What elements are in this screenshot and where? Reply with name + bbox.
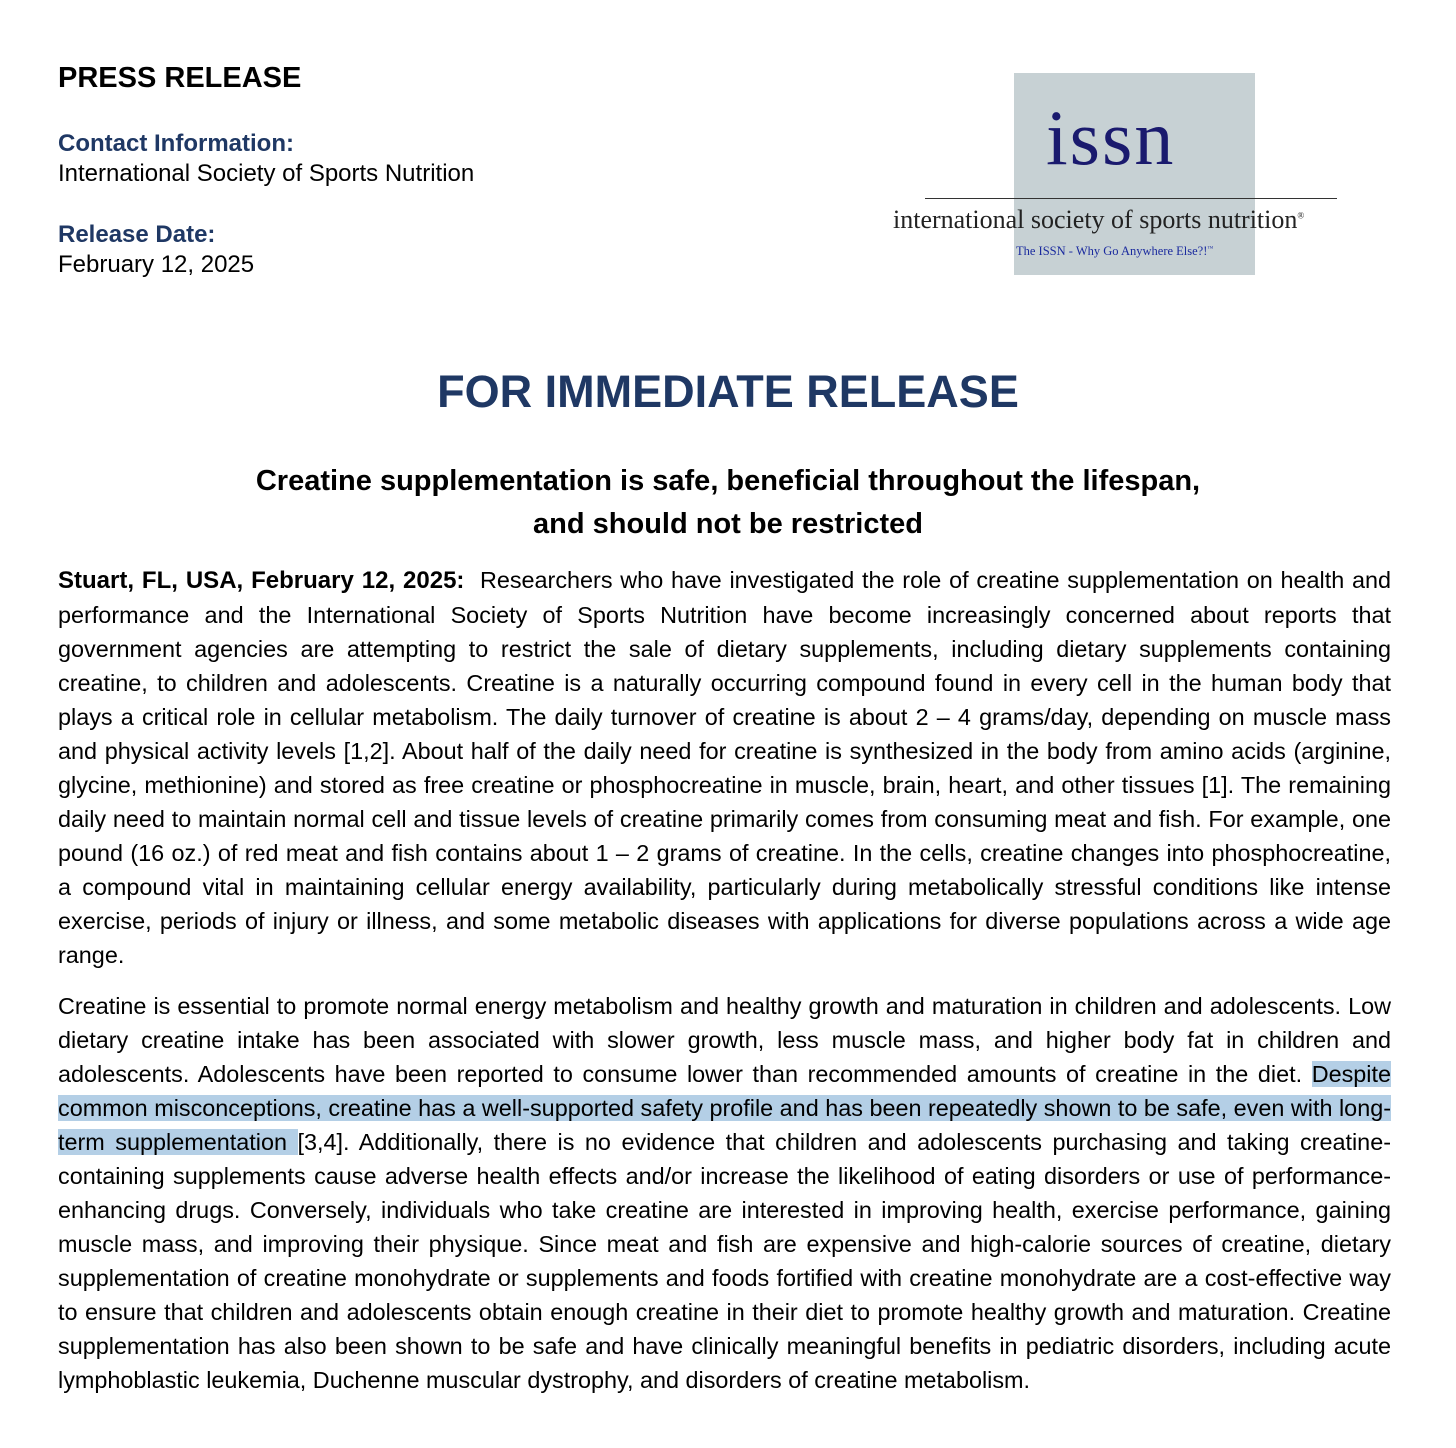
logo-name-text: international society of sports nutrition (893, 205, 1298, 234)
dateline: Stuart, FL, USA, February 12, 2025: (58, 567, 465, 594)
subheadline-line-2: and should not be restricted (533, 508, 923, 540)
highlighted-text[interactable]: Despite common misconceptions, creatine has a well-supported safety profile and has been repeatedly shown to be safe, even with long-term supplementation (58, 1061, 1391, 1155)
logo-organization-name (893, 205, 1304, 235)
registered-mark: ® (1297, 210, 1305, 221)
headline: FOR IMMEDIATE RELEASE (437, 366, 1019, 417)
contact-info-label: Contact Information: (58, 130, 294, 157)
paragraph-1-text: Researchers who have investigated the role of creatine supplementation on health and performance and the International Society of Sports Nutrition have become increasingly concerned about reports that government agencies are attempting to restrict the sale of dietary supplements, including dietary supplements containing creatine, to children and adolescents. Creatine is a naturally occurring compound found in every cell in the human body that plays a critical role in cellular metabolism. The daily turnover of creatine is about 2 – 4 grams/day, depending on muscle mass and physical activity levels [1,2]. About half of the daily need for creatine is synthesized in the body from amino acids (arginine, glycine, methionine) and stored as free creatine or phosphocreatine in muscle, brain, heart, and other tissues [1]. The remaining daily need to maintain normal cell and tissue levels of creatine primarily comes from consuming meat and fish. For example, one pound (16 oz.) of red meat and fish contains about 1 – 2 grams of creatine. In the cells, creatine changes into phosphocreatine, a compound vital in maintaining cellular energy availability, particularly during metabolically stressful conditions like intense exercise, periods of injury or illness, and some metabolic diseases with applications for diverse populations across a wide age range. (58, 567, 1391, 968)
logo-wordmark: issn (1046, 94, 1176, 181)
release-date-value: February 12, 2025 (58, 251, 255, 278)
contact-info-value: International Society of Sports Nutrition (58, 160, 475, 187)
release-date-label: Release Date: (58, 221, 216, 248)
body-paragraph-1 (58, 563, 1391, 972)
subheadline-line-1: Creatine supplementation is safe, beneficial throughout the lifespan, (255, 465, 1201, 497)
press-release-heading: PRESS RELEASE (58, 62, 302, 94)
subheadline (0, 460, 1456, 546)
paragraph-2-text-end: [3,4]. Additionally, there is no evidence that children and adolescents purchasing and taking creatine-containing supplements cause adverse health effects and/or increase the likelihood of eating disorders or use of performance-enhancing drugs. Conversely, individuals who take creatine are interested in improving health, exercise performance, gaining muscle mass, and improving their physique. Since meat and fish are expensive and high-calorie sources of creatine, dietary supplementation of creatine monohydrate or supplements and foods fortified with creatine monohydrate are a cost-effective way to ensure that children and adolescents obtain enough creatine in their diet to promote healthy growth and maturation. Creatine supplementation has also been shown to be safe and have clinically meaningful benefits in pediatric disorders, including acute lymphoblastic leukemia, Duchenne muscular dystrophy, and disorders of creatine metabolism. (58, 1129, 1391, 1393)
body-paragraph-2 (58, 989, 1391, 1397)
logo-tagline-text: The ISSN - Why Go Anywhere Else?! (1016, 244, 1208, 258)
logo-divider (925, 198, 1337, 199)
logo-tagline (1016, 244, 1213, 259)
paragraph-2-text-start: Creatine is essential to promote normal energy metabolism and healthy growth and maturation in children and adolescents. Low dietary creatine intake has been associated with slower growth, less muscle mass, and higher body fat in children and adolescents. Adolescents have been reported to consume lower than recommended amounts of creatine in the diet. (58, 993, 1391, 1087)
trademark-mark: ™ (1207, 245, 1214, 252)
